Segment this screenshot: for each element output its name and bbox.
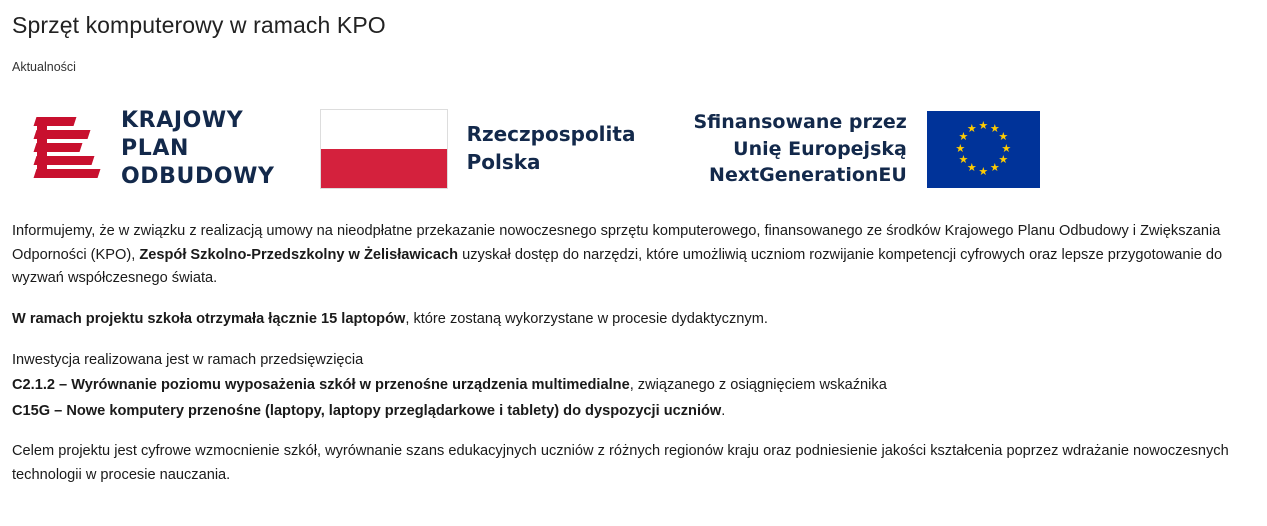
indicator-text-b: . [721,402,726,419]
intro-text-a: Informujemy, że w związku z realizacją umowy na nieodpłatne przekazanie nowoczesnego sprzętu komputerowego, finansowanego ze środków Krajowego Planu Odbudowy i Zwiększania Odporności (KPO), [12,223,1221,263]
eu-logo-line-1: Sfinansowane przez [693,110,907,133]
measure-text-b: , związanego z osiągnięciem wskaźnika [629,377,887,394]
paragraph-indicator-c15g [12,400,1255,424]
eu-star-icon: ★ [955,142,966,155]
eu-star-icon: ★ [966,122,977,135]
article-body [12,220,1255,488]
eu-logo-text [693,109,906,190]
eu-star-icon: ★ [966,162,977,175]
paragraph-laptops [12,308,1255,332]
laptops-count-text: W ramach projektu szkoła otrzymała łącznie 15 laptopów [12,310,406,327]
paragraph-goal: Celem projektu jest cyfrowe wzmocnienie szkół, wyrównanie szans edukacyjnych uczniów z różnych regionów kraju oraz podniesienie jakości kształcenia poprzez wdrażanie nowoczesnych technologii w procesie nauczania. [12,443,1229,484]
paragraph-investment-lead: Inwestycja realizowana jest w ramach przedsięwzięcia [12,351,364,368]
kpo-logo-line-2: PLAN [121,136,189,162]
poland-flag-icon [320,109,448,189]
kpo-logo-text [121,107,275,191]
funding-logos-strip [12,104,1255,194]
intro-text-c: uzyskał dostęp do narzędzi, które umożliwią uczniom rozwijanie kompetencji cyfrowych oraz lepsze przygotowanie do wyzwań współczesnego świata. [12,246,1223,287]
poland-logo-text [467,121,636,176]
laptops-text-b: , które zostaną wykorzystane w procesie dydaktycznym. [405,310,768,327]
eu-star-icon: ★ [1001,142,1012,155]
eu-star-icon: ★ [978,119,989,132]
kpo-logo-line-3: ODBUDOWY [121,163,275,189]
eu-star-icon: ★ [958,154,969,166]
kpo-logo-line-1: KRAJOWY [121,108,244,134]
eu-star-icon: ★ [978,165,989,178]
kpo-mark-icon [35,113,107,185]
paragraph-measure-c212 [12,374,1255,398]
eu-star-icon: ★ [989,162,1000,175]
eu-logo-line-3: NextGenerationEU [709,164,907,187]
eu-star-icon: ★ [958,131,969,143]
poland-logo-line-1: Rzeczpospolita [466,122,636,147]
eu-logo-line-2: Unię Europejską [733,137,907,160]
article-page [0,12,1267,488]
eu-star-icon: ★ [998,154,1009,166]
poland-logo [320,109,636,189]
eu-logo [693,109,1039,190]
poland-logo-line-2: Polska [466,150,541,174]
eu-star-icon: ★ [989,122,1000,135]
school-name: Zespół Szkolno-Przedszkolny w Żelisławicach [139,246,459,263]
eu-star-icon: ★ [998,131,1009,143]
measure-code-c212: C2.1.2 – Wyrównanie poziomu wyposażenia szkół w przenośne urządzenia multimedialne [12,377,630,394]
article-category: Aktualności [12,60,76,74]
kpo-logo [35,107,275,191]
page-title: Sprzęt komputerowy w ramach KPO [12,12,386,38]
paragraph-intro [12,220,1255,291]
indicator-code-c15g: C15G – Nowe komputery przenośne (laptopy, laptopy przeglądarkowe i tablety) do dyspozycji uczniów [12,402,722,419]
eu-flag-icon [927,111,1040,188]
